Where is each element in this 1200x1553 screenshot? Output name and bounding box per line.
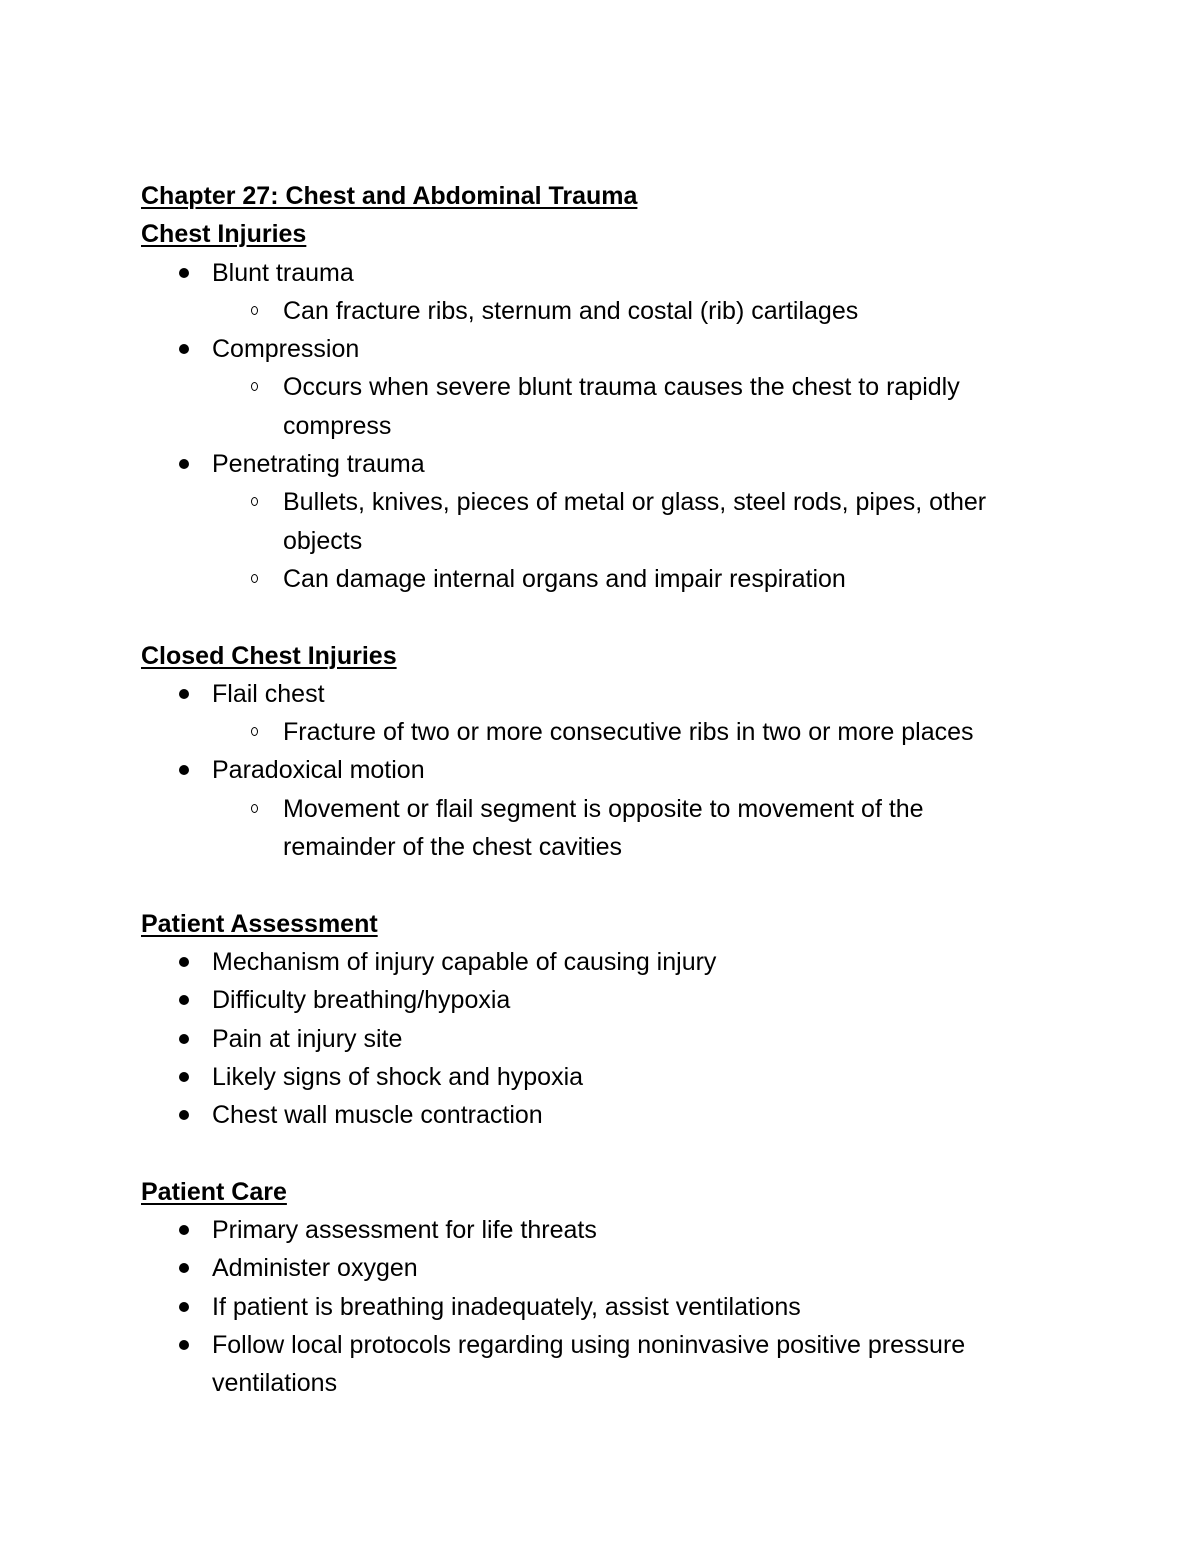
sub-list [212,368,1061,445]
section-spacer [141,598,1061,636]
filled-bullet-icon [179,1340,189,1350]
list-item-text: Paradoxical motion [212,756,425,785]
list-item-text: Pain at injury site [212,1024,403,1053]
list-item-text: Likely signs of shock and hypoxia [212,1062,584,1091]
sub-list [212,292,1061,330]
hollow-bullet-icon [251,804,258,813]
list-item [141,1058,1061,1096]
filled-bullet-icon [179,957,189,967]
filled-bullet-icon [179,1034,189,1044]
section-heading-closed-chest-injuries: Closed Chest Injuries [141,641,397,670]
list-item-text: Primary assessment for life threats [212,1216,597,1245]
section-heading-chest-injuries: Chest Injuries [141,220,307,249]
hollow-bullet-icon [251,497,258,506]
list-item-text: Penetrating trauma [212,450,425,479]
patient-care-list [141,1211,1061,1402]
list-item [141,1211,1061,1249]
list-item-text: Compression [212,335,360,364]
section-spacer [141,866,1061,904]
sub-list [212,713,1061,751]
filled-bullet-icon [179,1263,189,1273]
document-content [141,177,1061,1403]
list-item-text: If patient is breathing inadequately, assist ventilations [212,1292,801,1321]
list-item [141,445,1061,598]
sub-list [212,483,1061,598]
list-item-text: Follow local protocols regarding using noninvasive positive pressure ventilations [212,1330,966,1398]
sub-list-item-text: Fracture of two or more consecutive ribs in two or more places [283,718,974,747]
list-item [141,1326,1061,1403]
filled-bullet-icon [179,268,189,278]
section-spacer [141,1134,1061,1172]
list-item [141,1288,1061,1326]
sub-list [212,790,1061,867]
filled-bullet-icon [179,1302,189,1312]
list-item-text: Administer oxygen [212,1254,418,1283]
sub-list-item [212,292,1061,330]
section-heading-patient-assessment: Patient Assessment [141,909,378,938]
filled-bullet-icon [179,459,189,469]
hollow-bullet-icon [251,574,258,583]
filled-bullet-icon [179,1110,189,1120]
filled-bullet-icon [179,995,189,1005]
filled-bullet-icon [179,689,189,699]
sub-list-item-text: Occurs when severe blunt trauma causes the chest to rapidly compress [283,373,960,440]
patient-assessment-list [141,943,1061,1134]
closed-chest-injuries-list [141,675,1061,866]
list-item [141,751,1061,866]
hollow-bullet-icon [251,727,258,736]
list-item [141,330,1061,445]
sub-list-item-text: Movement or flail segment is opposite to movement of the remainder of the chest cavities [283,794,924,862]
sub-list-item [212,483,1061,560]
list-item [141,981,1061,1019]
filled-bullet-icon [179,1225,189,1235]
list-item-text: Mechanism of injury capable of causing injury [212,947,717,976]
list-item [141,1249,1061,1287]
list-item-text: Difficulty breathing/hypoxia [212,986,511,1015]
list-item-text: Chest wall muscle contraction [212,1101,543,1130]
sub-list-item-text: Bullets, knives, pieces of metal or glass, steel rods, pipes, other objects [283,488,987,555]
sub-list-item [212,790,1061,867]
chest-injuries-list [141,254,1061,599]
sub-list-item [212,368,1061,445]
sub-list-item [212,713,1061,751]
chapter-title: Chapter 27: Chest and Abdominal Trauma [141,182,638,210]
hollow-bullet-icon [251,306,258,315]
list-item-text: Blunt trauma [212,258,354,287]
list-item [141,1020,1061,1058]
list-item-text: Flail chest [212,679,325,708]
sub-list-item-text: Can fracture ribs, sternum and costal (rib) cartilages [283,296,859,325]
hollow-bullet-icon [251,382,258,391]
list-item [141,254,1061,331]
sub-list-item-text: Can damage internal organs and impair respiration [283,564,846,593]
filled-bullet-icon [179,765,189,775]
sub-list-item [212,560,1061,598]
list-item [141,675,1061,752]
filled-bullet-icon [179,344,189,354]
list-item [141,943,1061,981]
filled-bullet-icon [179,1072,189,1082]
section-heading-patient-care: Patient Care [141,1177,287,1206]
list-item [141,1096,1061,1134]
